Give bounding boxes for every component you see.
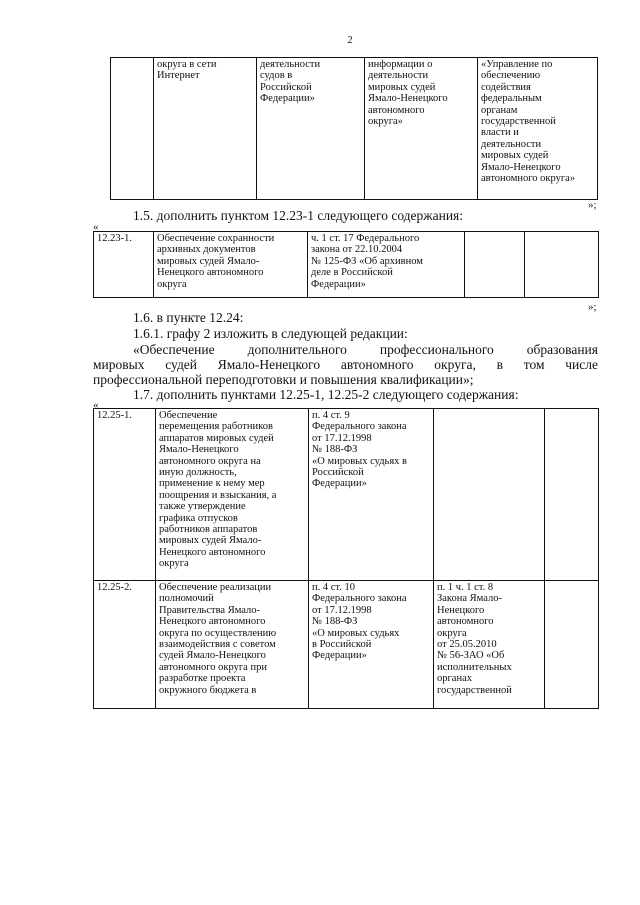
table-row bbox=[94, 409, 599, 581]
opening-quote-2: « bbox=[93, 399, 99, 411]
paragraph-1-7: 1.7. дополнить пунктами 12.25-1, 12.25-2 следующего содержания: bbox=[133, 387, 519, 402]
table-cell: 12.25-1. bbox=[94, 409, 156, 581]
table-cell: «Управление по обеспечению содействия федеральным органам государственной власти и деятельности мировых судей Ямало-Ненецкого автономного округа» bbox=[478, 58, 598, 200]
table-cell: Обеспечение реализации полномочий Правительства Ямало- Ненецкого автономного округа по осуществлению взаимодействия с советом судей Ямало-Ненецкого автономного округа при разработке проекта окружного бюджета в bbox=[156, 581, 309, 709]
closing-quote-2: »; bbox=[588, 301, 597, 313]
quote-line-1: «Обеспечение дополнительного профессионального образования bbox=[133, 342, 598, 357]
table-cell: 12.25-2. bbox=[94, 581, 156, 709]
table-cell bbox=[465, 232, 525, 298]
quote-line-3: профессиональной переподготовки и повышения квалификации»; bbox=[93, 372, 474, 387]
quote-line-2: мировых судей Ямало-Ненецкого автономного округа, в том числе bbox=[93, 357, 598, 372]
table-cell: п. 4 ст. 9 Федерального закона от 17.12.1998 № 188-ФЗ «О мировых судьях в Российской Федерации» bbox=[309, 409, 434, 581]
table-cell: округа в сети Интернет bbox=[154, 58, 257, 200]
table-cell: деятельности судов в Российской Федерации» bbox=[257, 58, 365, 200]
table-cell: Обеспечение перемещения работников аппаратов мировых судей Ямало-Ненецкого автономного округа на иную должность, применение к нему мер поощрения и взыскания, а также утверждение графика отпусков работников аппаратов мировых судей Ямало- Ненецкого автономного округа bbox=[156, 409, 309, 581]
table-cell: 12.23-1. bbox=[94, 232, 154, 298]
table-cell: п. 1 ч. 1 ст. 8 Закона Ямало- Ненецкого автономного округа от 25.05.2010 № 56-ЗАО «Об исполнительных органах государственной bbox=[434, 581, 545, 709]
table-cell: п. 4 ст. 10 Федерального закона от 17.12.1998 № 188-ФЗ «О мировых судьях в Российской Федерации» bbox=[309, 581, 434, 709]
table-cell bbox=[434, 409, 545, 581]
table-cell bbox=[525, 232, 599, 298]
table-cell: ч. 1 ст. 17 Федерального закона от 22.10.2004 № 125-ФЗ «Об архивном деле в Российской Федерации» bbox=[308, 232, 465, 298]
page-number: 2 bbox=[347, 35, 353, 46]
table-cell bbox=[111, 58, 154, 200]
table-row bbox=[94, 232, 599, 298]
table-top-continuation bbox=[110, 57, 598, 200]
paragraph-1-5: 1.5. дополнить пунктом 12.23-1 следующего содержания: bbox=[133, 208, 464, 223]
table-cell: Обеспечение сохранности архивных документов мировых судей Ямало- Ненецкого автономного округа bbox=[154, 232, 308, 298]
table-12-23-1 bbox=[93, 231, 599, 298]
table-row bbox=[94, 581, 599, 709]
opening-quote-1: « bbox=[93, 221, 99, 233]
paragraph-1-6-1: 1.6.1. графу 2 изложить в следующей редакции: bbox=[133, 326, 408, 341]
table-12-25 bbox=[93, 408, 599, 709]
table-cell bbox=[545, 409, 599, 581]
table-cell: информации о деятельности мировых судей Ямало-Ненецкого автономного округа» bbox=[365, 58, 478, 200]
table-cell bbox=[545, 581, 599, 709]
paragraph-1-6: 1.6. в пункте 12.24: bbox=[133, 310, 244, 325]
table-row bbox=[111, 58, 598, 200]
closing-quote-1: »; bbox=[588, 199, 597, 211]
